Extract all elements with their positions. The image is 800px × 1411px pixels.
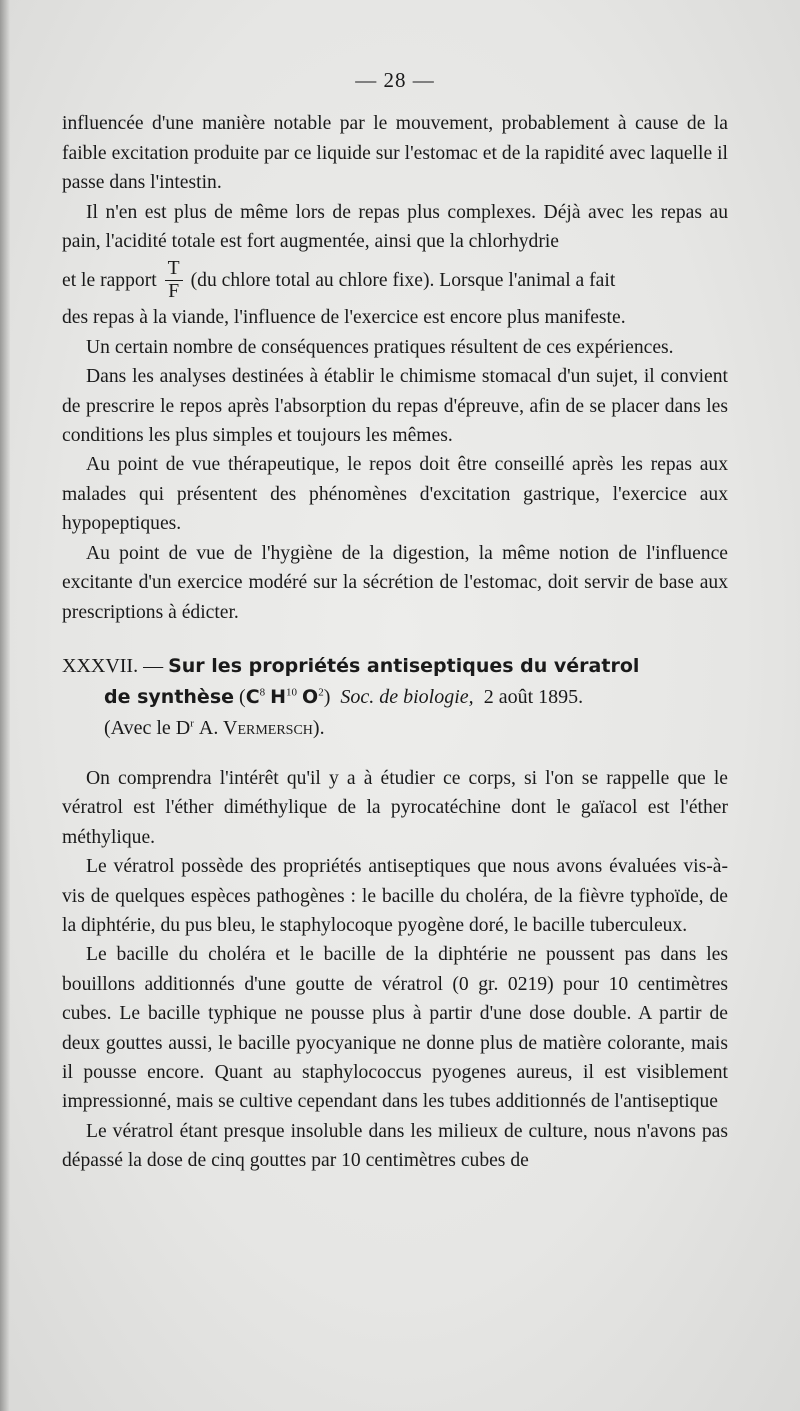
formula-oxygen-count: 2 <box>318 686 324 699</box>
paragraph: Le vératrol possède des propriétés antiseptiques que nous avons évaluées vis-à-vis de quelques espèces pathogènes : le bacille du choléra, de la fièvre typhoïde, de la diphtérie, du pus bleu, le staphylocoque pyogène doré, le bacille tuberculeux. <box>62 856 728 936</box>
fraction-before-text: et le rapport <box>62 270 157 292</box>
page-text <box>62 66 728 1176</box>
fraction-line <box>62 258 728 303</box>
fraction-after-text: (du chlore total au chlore fixe). Lorsque l'animal a fait <box>190 270 616 292</box>
page-number: — 28 — <box>355 68 435 92</box>
coauthor-prefix: (Avec le D <box>104 716 191 739</box>
paragraph: Le vératrol étant presque insoluble dans les milieux de culture, nous n'avons pas dépassé la dose de cinq gouttes par 10 centimètres cubes de <box>62 1120 728 1172</box>
chemical-formula: ($C^8$ $H^{10}$ $O^2$) <box>239 685 336 708</box>
page-edge-shadow <box>0 0 10 1411</box>
section-heading <box>62 651 728 744</box>
section-title-part2: de synthèse <box>104 685 235 708</box>
section-title-part1: Sur les propriétés antiseptiques du vératrol <box>168 654 640 677</box>
formula-oxygen: O <box>302 685 319 708</box>
formula-hydrogen: H <box>270 685 287 708</box>
fraction-denominator: F <box>168 281 180 303</box>
coauthor-name: A. Vermersch <box>198 716 313 739</box>
paragraph: Un certain nombre de conséquences pratiques résultent de ces expériences. <box>86 336 674 358</box>
paragraph: des repas à la viande, l'influence de l'exercice est encore plus manifeste. <box>62 307 626 329</box>
paragraph: Dans les analyses destinées à établir le chimisme stomacal d'un sujet, il convient de prescrire le repos après l'absorption du repas d'épreuve, afin de se placer dans les conditions les plus simples et toujours les mêmes. <box>62 366 728 447</box>
paragraph: Au point de vue de l'hygiène de la digestion, la même notion de l'influence excitante d'un exercice modéré sur la sécrétion de l'estomac, doit servir de base aux prescriptions à édicter. <box>62 542 728 623</box>
coauthor-suffix: ). <box>312 716 325 739</box>
formula-hydrogen-count: 10 <box>286 686 298 699</box>
paragraph: Il n'en est plus de même lors de repas plus complexes. Déjà avec les repas au pain, l'acidité totale est fort augmentée, ainsi que la chlorhydrie <box>62 201 728 253</box>
heading-line-3 <box>62 713 728 744</box>
coauthor-title-sup: r <box>190 717 194 730</box>
formula-carbon: C <box>245 685 260 708</box>
paragraph: Au point de vue thérapeutique, le repos doit être conseillé après les repas aux malades qui présentent des phénomènes d'excitation gastrique, l'exercice aux hypopeptiques. <box>62 454 728 535</box>
fraction-numerator: T <box>165 258 183 281</box>
journal-name: Soc. de biologie, <box>340 685 474 708</box>
paragraph: On comprendra l'intérêt qu'il y a à étudier ce corps, si l'on se rappelle que le vératrol est l'éther diméthylique de la pyrocatéchine dont le gaïacol est l'éther méthylique. <box>62 767 728 848</box>
section-number: XXXVII. — <box>62 654 164 677</box>
paragraph: Le bacille du choléra et le bacille de la diphtérie ne poussent pas dans les bouillons additionnés d'une goutte de vératrol (0 gr. 0219) pour 10 centimètres cubes. Le bacille typhique ne pousse plus à partir d'une dose double. A partir de deux gouttes aussi, le bacille pyocyanique ne donne plus de matière colorante, mais il pousse encore. Quant au staphylococcus pyogenes aureus, il est visiblement impressionné, mais se cultive cependant dans les tubes additionnés de l'antiseptique <box>62 944 728 1113</box>
publication-date: 2 août 1895. <box>483 685 584 708</box>
heading-line-1 <box>62 651 728 682</box>
paragraph: influencée d'une manière notable par le mouvement, probablement à cause de la faible excitation produite par ce liquide sur l'estomac et de la rapidité avec laquelle il passe dans l'intestin. <box>62 113 728 194</box>
heading-line-2 <box>62 682 728 713</box>
fraction-t-over-f <box>165 258 183 303</box>
formula-carbon-count: 8 <box>259 686 266 699</box>
